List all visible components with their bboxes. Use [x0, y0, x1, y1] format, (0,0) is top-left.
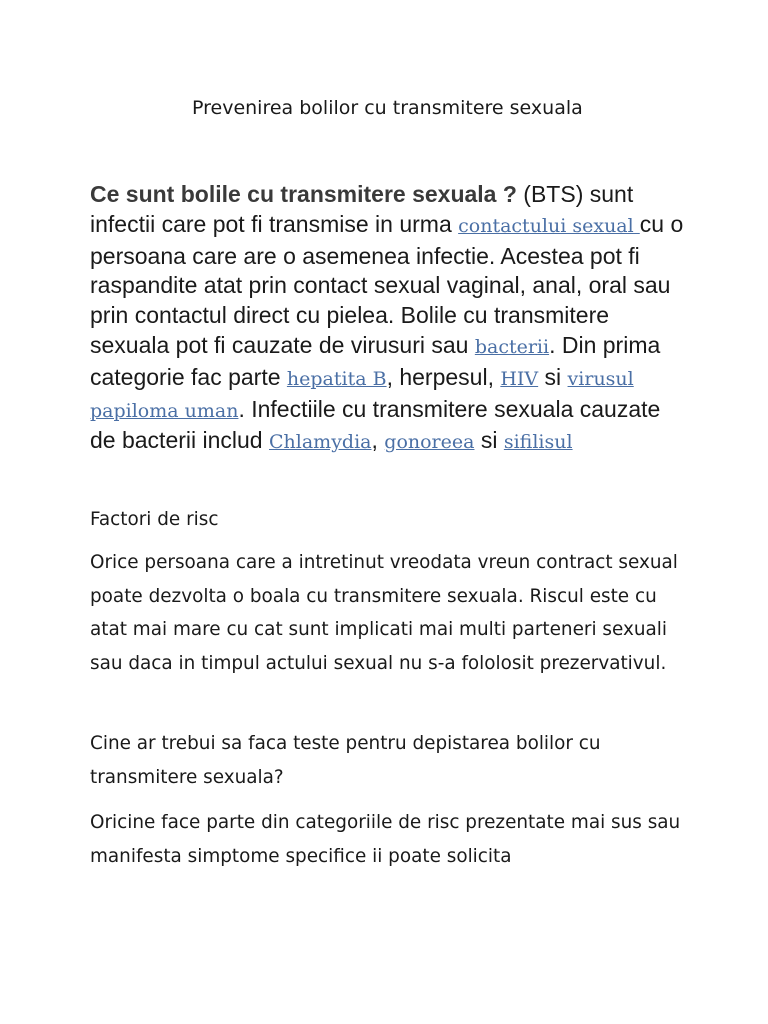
intro-paragraph — [90, 180, 690, 458]
link-sifilisul[interactable]: sifilisul — [503, 431, 573, 454]
intro-text-5: si — [538, 363, 568, 390]
link-hiv[interactable]: HIV — [500, 367, 539, 390]
intro-text-4: , herpesul, — [386, 363, 501, 390]
risk-paragraph: Orice persoana care a intretinut vreodata vreun contract sexual poate dezvolta o boala cu transmitere sexuala. Riscul este cu atat mai mare cu cat sunt implicati mai multi parteneri sexuali sau daca in timpul actului sexual nu s-a fololosit prezervativul. — [90, 552, 678, 674]
risk-heading: Factori de risc — [90, 509, 219, 530]
intro-text-8: si — [474, 427, 504, 454]
testing-paragraph: Oricine face parte din categoriile de risc prezentate mai sus sau manifesta simptome specifice ii poate solicita — [90, 812, 681, 867]
intro-text-2: cu o persoana care are o asemenea infectie. Acestea pot fi raspandite atat prin contact sexual vaginal, anal, oral sau prin contactul direct cu pielea. Bolile cu transmitere sexuala pot fi cauzate de virusuri sau — [90, 210, 684, 358]
link-chlamydia[interactable]: Chlamydia — [269, 431, 372, 454]
testing-question: Cine ar trebui sa faca teste pentru depistarea bolilor cu transmitere sexuala? — [90, 733, 601, 788]
link-bacterii[interactable]: bacterii — [474, 335, 550, 358]
intro-text-3: . Din prima categorie fac parte — [90, 331, 661, 390]
link-hepatita-b[interactable]: hepatita B — [286, 367, 387, 390]
intro-question: Ce sunt bolile cu transmitere sexuala ? — [90, 181, 517, 207]
intro-text-1: (BTS) sunt infectii care pot fi transmise in urma — [90, 181, 634, 237]
link-contactului-sexual[interactable]: contactului sexual — [458, 214, 640, 237]
document-title: Prevenirea bolilor cu transmitere sexuala — [192, 97, 583, 119]
intro-text-6: . Infectiile cu transmitere sexuala cauzate de bacterii includ — [90, 395, 661, 454]
link-gonoreea[interactable]: gonoreea — [384, 431, 475, 454]
link-virusul-papiloma-uman[interactable]: virusul papiloma uman — [90, 367, 634, 422]
intro-text-7: , — [371, 427, 385, 454]
